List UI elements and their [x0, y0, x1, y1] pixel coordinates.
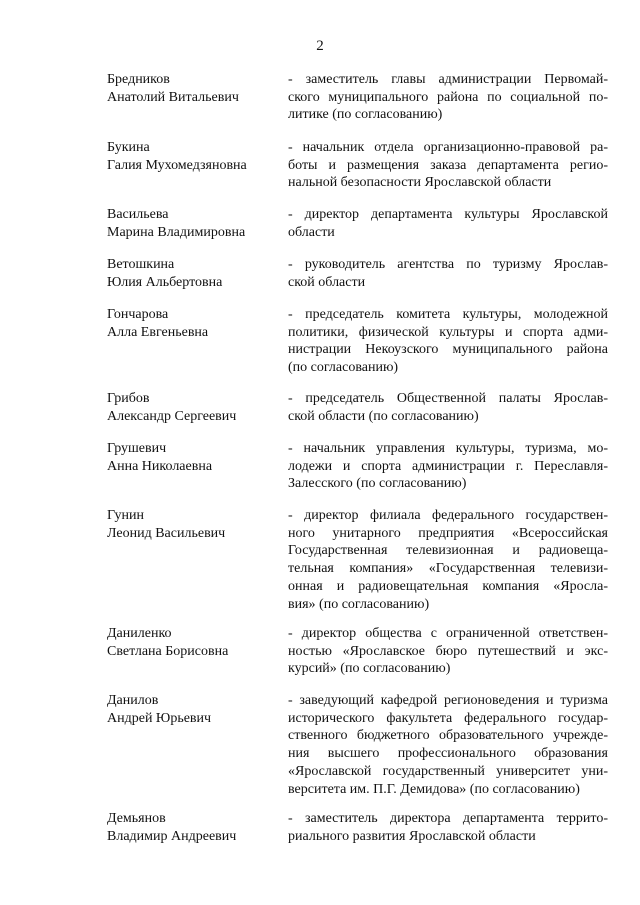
role-line: литике (по согласованию)	[288, 107, 443, 123]
role-line: нальной безопасности Ярославской области	[288, 175, 552, 191]
surname: Данилов	[107, 693, 159, 708]
given-name: Галия Мухомедзяновна	[107, 157, 247, 173]
position-description	[288, 256, 608, 291]
role-line: - директор филиала федерального государствен-	[288, 508, 608, 523]
given-name: Светлана Борисовна	[107, 643, 229, 659]
person-name	[107, 507, 282, 542]
position-description	[288, 390, 608, 425]
given-name: Леонид Васильевич	[107, 525, 226, 541]
position-description	[288, 139, 608, 192]
position-description	[288, 206, 608, 241]
person-name	[107, 390, 282, 425]
role-line: вия» (по согласованию)	[288, 596, 430, 612]
given-name: Анна Николаевна	[107, 458, 213, 474]
role-line: - директор общества с ограниченной ответствен-	[288, 626, 608, 641]
person-name	[107, 206, 282, 241]
person-name	[107, 692, 282, 727]
given-name: Анатолий Витальевич	[107, 89, 239, 105]
role-line: (по согласованию)	[288, 360, 399, 376]
position-description	[288, 810, 608, 845]
role-line: ственного бюджетного образовательного учрежде-	[288, 728, 608, 744]
role-line: - директор департамента культуры Ярославской	[288, 207, 608, 222]
role-line: онная и радиовещательная компания «Яросла-	[288, 578, 608, 594]
person-name	[107, 810, 282, 845]
role-line: ния высшего профессионального образования	[288, 746, 608, 762]
role-line: тельная компания» «Государственная телевизи-	[288, 561, 608, 577]
role-line: - начальник управления культуры, туризма, мо-	[288, 441, 608, 456]
position-description	[288, 625, 608, 678]
given-name: Юлия Альбертовна	[107, 274, 223, 290]
role-line: ного унитарного предприятия «Всероссийская	[288, 525, 608, 541]
surname: Демьянов	[107, 811, 166, 826]
role-line: верситета им. П.Г. Демидова» (по согласованию)	[288, 781, 580, 797]
position-description	[288, 507, 608, 613]
role-line: - руководитель агентства по туризму Ярослав-	[288, 257, 608, 272]
surname: Гончарова	[107, 307, 169, 322]
role-line: курсий» (по согласованию)	[288, 661, 451, 677]
role-line: нистрации Некоузского муниципального района	[288, 342, 608, 358]
given-name: Александр Сергеевич	[107, 408, 237, 424]
person-name	[107, 625, 282, 660]
position-description	[288, 440, 608, 493]
role-line: лодежи и спорта администрации г. Переславля-	[288, 458, 608, 474]
role-line: боты и размещения заказа департамента регио-	[288, 157, 608, 173]
person-name	[107, 71, 282, 106]
role-line: Государственная телевизионная и радиовеща-	[288, 543, 608, 559]
role-line: области	[288, 224, 335, 240]
position-description	[288, 306, 608, 377]
person-name	[107, 139, 282, 174]
role-line: Залесского (по согласованию)	[288, 476, 467, 492]
role-line: «Ярославской государственный университет уни-	[288, 763, 608, 779]
surname: Грибов	[107, 391, 150, 406]
surname: Грушевич	[107, 441, 167, 456]
given-name: Алла Евгеньевна	[107, 324, 209, 340]
role-line: - заведующий кафедрой регионоведения и туризма	[288, 693, 608, 708]
role-line: - заместитель директора департамента террито-	[288, 811, 608, 826]
role-line: ской области	[288, 274, 366, 290]
given-name: Марина Владимировна	[107, 224, 246, 240]
person-name	[107, 440, 282, 475]
role-line: риального развития Ярославской области	[288, 828, 536, 844]
position-description	[288, 71, 608, 124]
role-line: - заместитель главы администрации Первомай-	[288, 72, 608, 87]
role-line: ского муниципального района по социальной по-	[288, 89, 608, 105]
role-line: - начальник отдела организационно-правовой ра-	[288, 140, 608, 155]
role-line: - председатель комитета культуры, молодежной	[288, 307, 608, 322]
surname: Гунин	[107, 508, 145, 523]
surname: Ветошкина	[107, 257, 175, 272]
person-name	[107, 256, 282, 291]
role-line: политики, физической культуры и спорта адми-	[288, 324, 608, 340]
person-name	[107, 306, 282, 341]
given-name: Владимир Андреевич	[107, 828, 237, 844]
role-line: исторического факультета федерального государ-	[288, 710, 608, 726]
given-name: Андрей Юрьевич	[107, 710, 212, 726]
surname: Букина	[107, 140, 150, 155]
surname: Даниленко	[107, 626, 172, 641]
role-line: ностью «Ярославское бюро путешествий и экс-	[288, 643, 608, 659]
position-description	[288, 692, 608, 798]
role-line: ской области (по согласованию)	[288, 408, 479, 424]
surname: Бредников	[107, 72, 170, 87]
surname: Васильева	[107, 207, 169, 222]
page-number: 2	[316, 38, 324, 54]
role-line: - председатель Общественной палаты Ярослав-	[288, 391, 608, 406]
